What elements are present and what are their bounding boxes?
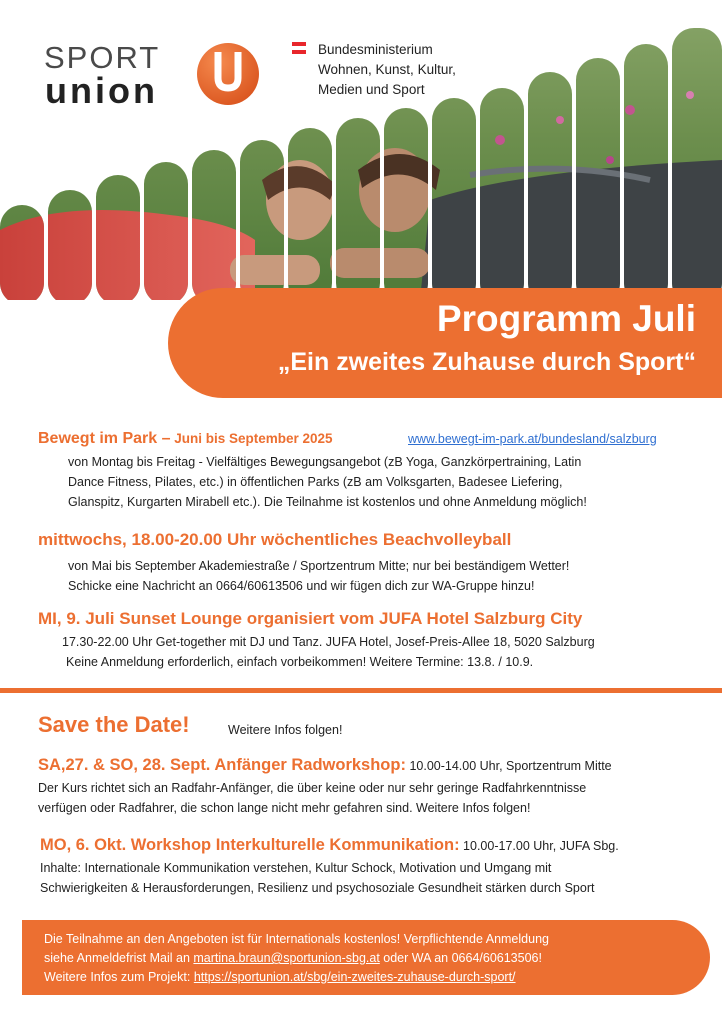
bewegt-im-park-link[interactable]: www.bewegt-im-park.at/bundesland/salzburg bbox=[408, 432, 657, 446]
event-heading-sunset-lounge: MI, 9. Juli Sunset Lounge organisiert vom JUFA Hotel Salzburg City bbox=[38, 609, 583, 628]
footer-banner bbox=[22, 920, 710, 995]
logo-word-union: union bbox=[45, 70, 158, 111]
event-description-bewegt-im-park: von Montag bis Freitag - Vielfältiges Bewegungsangebot (zB Yoga, Ganzkörpertraining, Latin Dance Fitness, Pilates, etc.) in öffentlichen Parks (zB am Volksgarten, Badesee Liefering, Glanspitz, Kurgarten Mirabell etc.). Die Teilnahme ist kostenlos und ohne Anmeldung möglich! bbox=[68, 455, 587, 509]
save-the-date-note: Weitere Infos folgen! bbox=[228, 723, 343, 737]
event-heading-beachvolleyball: mittwochs, 18.00-20.00 Uhr wöchentliches Beachvolleyball bbox=[38, 530, 512, 549]
austria-flag-icon bbox=[292, 42, 306, 54]
event-description-beachvolleyball: von Mai bis September Akademiestraße / Sportzentrum Mitte; nur bei beständigem Wetter! Schicke eine Nachricht an 0664/60613506 und wir fügen dich zur WA-Gruppe hinzu! bbox=[68, 559, 570, 593]
page-title: Programm Juli bbox=[436, 298, 696, 339]
event-heading-bewegt-im-park: Bewegt im Park – Juni bis September 2025 bbox=[38, 430, 333, 447]
workshop-heading-radworkshop: SA,27. & SO, 28. Sept. Anfänger Radworkshop: 10.00-14.00 Uhr, Sportzentrum Mitte bbox=[38, 756, 612, 774]
contact-email-link[interactable]: martina.braun@sportunion-sbg.at bbox=[193, 951, 380, 965]
workshop-description-radworkshop: Der Kurs richtet sich an Radfahr-Anfänger, die über keine oder nur sehr geringe Radfahrkenntnisse verfügen oder Radfahrer, die schon lange nicht mehr gefahren sind. Weitere Infos folgen! bbox=[38, 781, 587, 815]
workshop-heading-kommunikation: MO, 6. Okt. Workshop Interkulturelle Kommunikation: 10.00-17.00 Uhr, JUFA Sbg. bbox=[40, 836, 619, 854]
sportunion-logo bbox=[44, 40, 269, 111]
ministry-name: Bundesministerium Wohnen, Kunst, Kultur, Medien und Sport bbox=[318, 42, 456, 97]
project-url-link[interactable]: https://sportunion.at/sbg/ein-zweites-zuhause-durch-sport/ bbox=[193, 970, 516, 984]
logo-word-sport: SPORT bbox=[44, 40, 161, 75]
save-the-date-heading: Save the Date! bbox=[38, 712, 190, 737]
footer-text: Die Teilnahme an den Angeboten ist für Internationals kostenlos! Verpflichtende Anmeldung siehe Anmeldefrist Mail an martina.braun@sportunion-sbg.at oder WA an 0664/60613506! Weitere Infos zum Projekt: https://sportunion.at/sbg/ein-zweites-zuhause-durch-sport/ bbox=[44, 932, 549, 984]
title-banner bbox=[168, 288, 722, 398]
page-subtitle: „Ein zweites Zuhause durch Sport“ bbox=[277, 348, 696, 376]
event-description-sunset-lounge: 17.30-22.00 Uhr Get-together mit DJ und Tanz. JUFA Hotel, Josef-Preis-Allee 18, 5020 Salzburg Keine Anmeldung erforderlich, einfach vorbeikommen! Weitere Termine: 13.8. / 10.9. bbox=[62, 635, 595, 669]
section-divider bbox=[0, 688, 722, 693]
union-u-icon bbox=[196, 42, 260, 106]
workshop-description-kommunikation: Inhalte: Internationale Kommunikation verstehen, Kultur Schock, Motivation und Umgang mit Schwierigkeiten & Herausforderungen, Resilienz und psychosoziale Gesundheit stärken durch Sport bbox=[40, 861, 595, 895]
